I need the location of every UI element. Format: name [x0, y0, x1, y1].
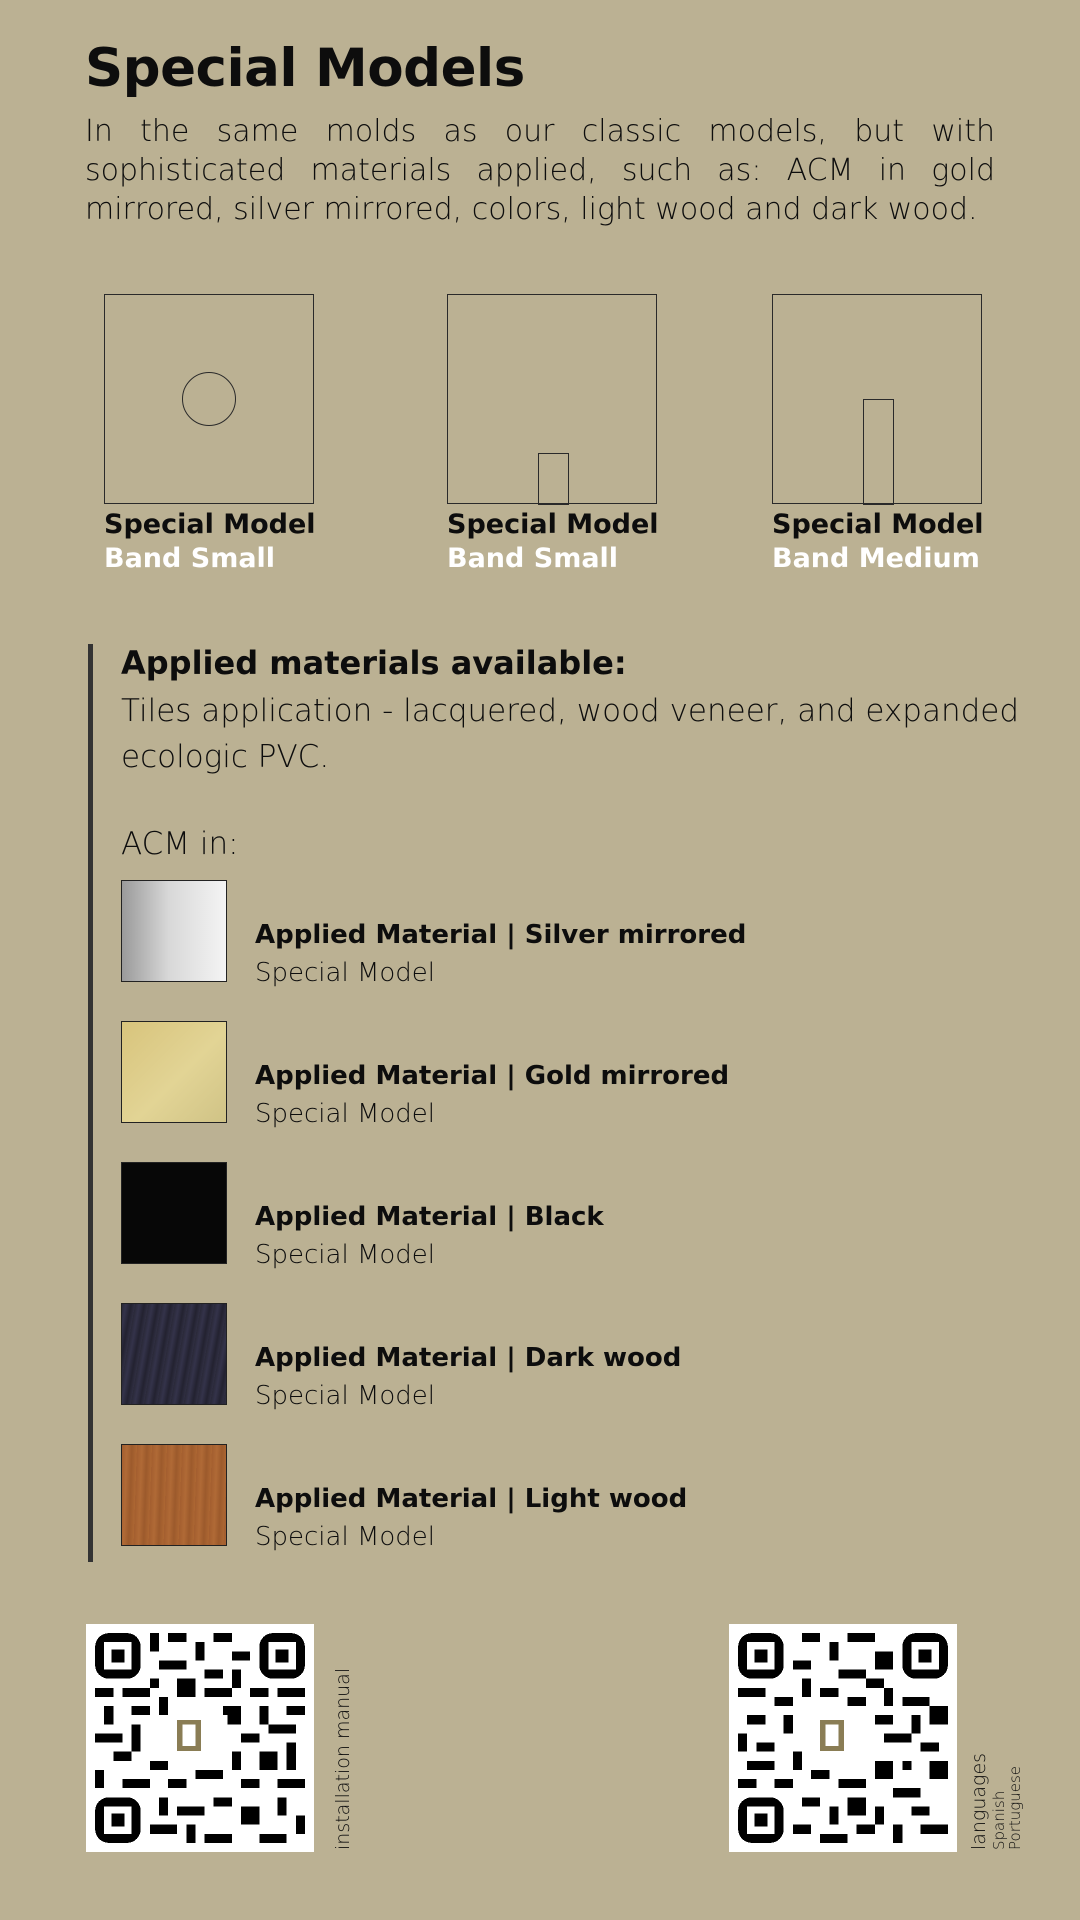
materials-heading: Applied materials available: — [121, 644, 627, 682]
model-name: Special Model — [447, 509, 659, 540]
material-title: Applied Material | Dark wood — [255, 1343, 682, 1373]
model-diagram — [772, 294, 982, 504]
model-diagram — [104, 294, 314, 504]
installation-manual-label: installation manual — [332, 1667, 354, 1850]
language-spanish: Spanish — [990, 1790, 1008, 1850]
material-title: Applied Material | Black — [255, 1202, 604, 1232]
model-card-band-medium — [772, 294, 1062, 576]
qr-code-icon — [729, 1624, 957, 1852]
page-title: Special Models — [85, 38, 525, 99]
material-subtitle: Special Model — [255, 958, 436, 988]
model-variant: Band Medium — [772, 543, 980, 574]
model-variant: Band Small — [104, 543, 276, 574]
installation-manual-qr-code[interactable] — [86, 1624, 314, 1852]
model-name: Special Model — [772, 509, 984, 540]
material-item-dark-wood — [121, 1303, 1001, 1411]
language-portuguese: Portuguese — [1006, 1765, 1024, 1850]
acm-label: ACM in: — [121, 826, 239, 862]
qr-code-icon — [86, 1624, 314, 1852]
languages-label: languages — [968, 1752, 990, 1850]
model-card-band-small — [447, 294, 737, 576]
band-small-icon — [538, 453, 569, 505]
material-item-light-wood — [121, 1444, 1001, 1552]
model-diagram — [447, 294, 657, 504]
gold-mirrored-swatch — [121, 1021, 227, 1123]
material-title: Applied Material | Gold mirrored — [255, 1061, 730, 1091]
languages-qr-code[interactable] — [729, 1624, 957, 1852]
material-item-silver — [121, 880, 1001, 988]
material-item-gold — [121, 1021, 1001, 1129]
model-name: Special Model — [104, 509, 316, 540]
intro-paragraph: In the same molds as our classic models, but with sophisticated materials applied, such as: ACM in gold mirrored, silver mirrored, colors, light wood and dark wood. — [85, 114, 995, 227]
black-swatch — [121, 1162, 227, 1264]
model-card-dot — [104, 294, 394, 576]
material-subtitle: Special Model — [255, 1381, 436, 1411]
material-item-black — [121, 1162, 1001, 1270]
model-variant: Band Small — [447, 543, 619, 574]
band-medium-icon — [863, 399, 894, 505]
material-subtitle: Special Model — [255, 1240, 436, 1270]
material-subtitle: Special Model — [255, 1099, 436, 1129]
materials-section — [88, 644, 1033, 1562]
material-title: Applied Material | Silver mirrored — [255, 920, 747, 950]
material-subtitle: Special Model — [255, 1522, 436, 1552]
dark-wood-swatch — [121, 1303, 227, 1405]
material-title: Applied Material | Light wood — [255, 1484, 688, 1514]
light-wood-swatch — [121, 1444, 227, 1546]
silver-mirrored-swatch — [121, 880, 227, 982]
circle-dot-icon — [182, 372, 236, 426]
materials-description: Tiles application - lacquered, wood veneer, and expanded ecologic PVC. — [121, 693, 1020, 775]
